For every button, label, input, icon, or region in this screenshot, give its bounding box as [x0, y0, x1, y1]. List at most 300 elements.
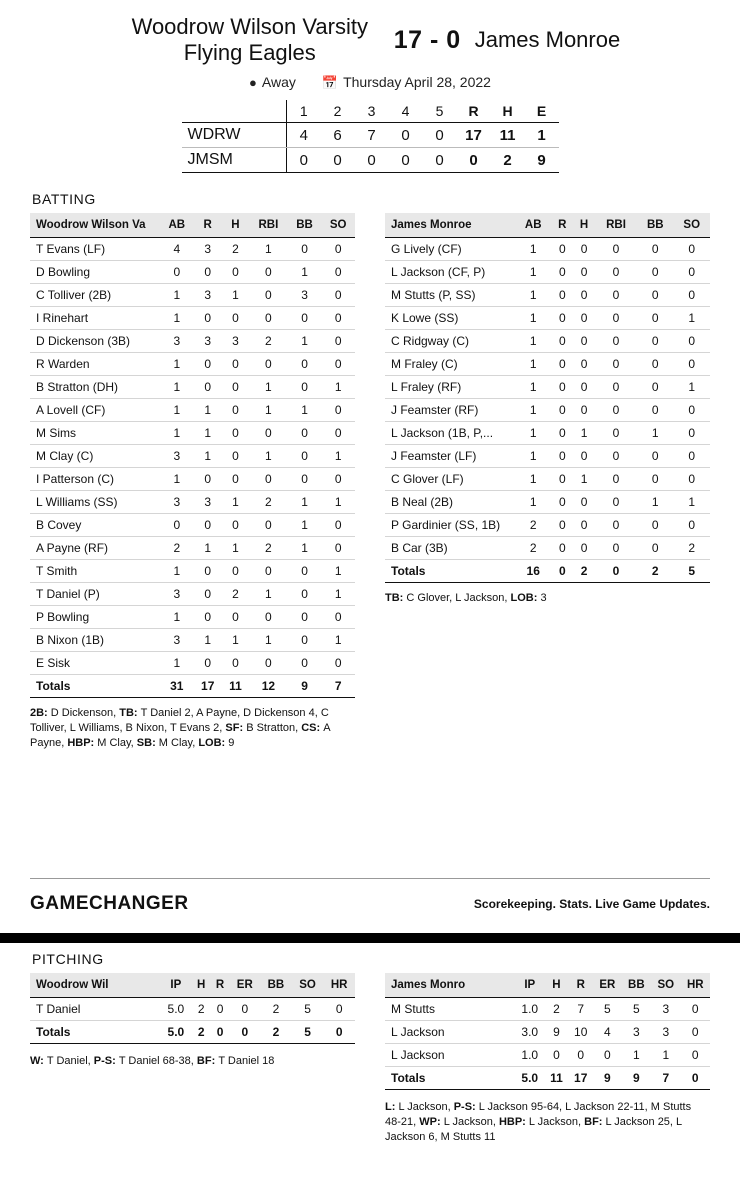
stat-cell: 0: [673, 261, 710, 284]
stat-cell: 1: [222, 629, 249, 652]
totals-cell: 11: [545, 1067, 569, 1090]
totals-row: [30, 1021, 355, 1044]
col-r: R: [568, 973, 593, 998]
stat-cell: 0: [321, 422, 355, 445]
pitching-home-table: [385, 973, 710, 1090]
totals-cell: 0: [681, 1067, 710, 1090]
stat-cell: 0: [573, 537, 595, 560]
pitching-away-notes: [30, 1044, 355, 1069]
batting-home-table: [385, 213, 710, 583]
stat-cell: 0: [194, 353, 222, 376]
stat-cell: 1: [651, 1044, 680, 1067]
stat-cell: 0: [249, 514, 288, 537]
stat-cell: 0: [288, 629, 322, 652]
player-name: C Tolliver (2B): [30, 284, 160, 307]
table-row: [385, 468, 710, 491]
stat-cell: 0: [595, 399, 637, 422]
stat-cell: 0: [637, 330, 673, 353]
stat-cell: 0: [573, 514, 595, 537]
totals-cell: 9: [288, 675, 322, 698]
stat-cell: 0: [551, 422, 573, 445]
stat-cell: 1: [194, 422, 222, 445]
col-bb: BB: [260, 973, 292, 998]
note-text: M Clay,: [158, 737, 199, 749]
table-row: [385, 261, 710, 284]
table-row: [385, 284, 710, 307]
stat-cell: 1: [515, 491, 551, 514]
linescore-inning: 6: [321, 123, 355, 148]
stat-cell: 0: [673, 422, 710, 445]
note-label: BF:: [584, 1116, 606, 1128]
linescore-wrap: [0, 100, 740, 183]
batting-home-body: [385, 238, 710, 583]
stat-cell: 2: [515, 537, 551, 560]
stat-cell: 1: [515, 399, 551, 422]
totals-cell: 11: [222, 675, 249, 698]
stat-cell: 0: [681, 1044, 710, 1067]
totals-label: Totals: [385, 560, 515, 583]
stat-cell: 0: [573, 353, 595, 376]
stat-cell: 1: [515, 445, 551, 468]
stat-cell: 0: [595, 491, 637, 514]
stat-cell: 0: [637, 399, 673, 422]
stat-cell: 0: [321, 261, 355, 284]
stat-cell: 0: [673, 445, 710, 468]
stat-cell: 2: [260, 998, 292, 1021]
note-text: M Clay,: [97, 737, 137, 749]
stat-cell: 1: [288, 330, 322, 353]
stat-cell: 1: [573, 468, 595, 491]
stat-cell: 0: [551, 238, 573, 261]
stat-cell: 3: [160, 629, 194, 652]
linescore-errors: 9: [525, 148, 559, 173]
totals-label: Totals: [30, 675, 160, 698]
pitching-home-header-row: [385, 973, 710, 998]
pitching-away-column: [30, 973, 355, 1145]
stat-cell: 1: [622, 1044, 651, 1067]
stat-cell: 0: [321, 238, 355, 261]
stat-cell: 5: [622, 998, 651, 1021]
stat-cell: 0: [194, 606, 222, 629]
note-label: HBP:: [498, 1116, 529, 1128]
stat-cell: 1: [321, 491, 355, 514]
page-separator: [0, 933, 740, 943]
batting-home-team-header: James Monroe: [385, 213, 515, 238]
stat-cell: 1.0: [515, 998, 545, 1021]
col-ip: IP: [160, 973, 192, 998]
stat-cell: 1: [160, 606, 194, 629]
table-row: [385, 330, 710, 353]
totals-cell: 5.0: [160, 1021, 192, 1044]
player-name: D Bowling: [30, 261, 160, 284]
table-row: [385, 422, 710, 445]
stat-cell: 0: [321, 307, 355, 330]
stat-cell: 0: [222, 353, 249, 376]
player-name: M Sims: [30, 422, 160, 445]
stat-cell: 1: [194, 399, 222, 422]
stat-cell: 0: [229, 998, 260, 1021]
stat-cell: 1: [160, 560, 194, 583]
pitching-away-table: [30, 973, 355, 1044]
totals-cell: 0: [595, 560, 637, 583]
stat-cell: 0: [249, 307, 288, 330]
linescore-inning: 4: [287, 123, 321, 148]
stat-cell: 1: [160, 307, 194, 330]
stat-cell: 1: [249, 445, 288, 468]
pitching-home-team-header: James Monro: [385, 973, 515, 998]
stat-cell: 1: [160, 468, 194, 491]
player-name: C Glover (LF): [385, 468, 515, 491]
scoreline: [0, 0, 740, 68]
stat-cell: 1: [249, 583, 288, 606]
stat-cell: 3.0: [515, 1021, 545, 1044]
player-name: M Stutts (P, SS): [385, 284, 515, 307]
totals-cell: 9: [622, 1067, 651, 1090]
stat-cell: 3: [194, 238, 222, 261]
table-row: [30, 422, 355, 445]
stat-cell: 0: [573, 330, 595, 353]
stat-cell: 0: [551, 307, 573, 330]
totals-cell: 17: [568, 1067, 593, 1090]
linescore-col-5: 5: [423, 100, 457, 123]
note-text: T Daniel 68-38,: [118, 1055, 197, 1067]
stat-cell: 3: [194, 330, 222, 353]
note-text: L Jackson,: [398, 1101, 454, 1113]
col-ab: AB: [515, 213, 551, 238]
stat-cell: 0: [222, 652, 249, 675]
totals-cell: 16: [515, 560, 551, 583]
col-h: H: [222, 213, 249, 238]
stat-cell: 0: [637, 353, 673, 376]
stat-cell: 0: [249, 261, 288, 284]
table-row: [30, 238, 355, 261]
table-row: [30, 583, 355, 606]
player-name: G Lively (CF): [385, 238, 515, 261]
totals-row: [30, 675, 355, 698]
stat-cell: 10: [568, 1021, 593, 1044]
linescore-row: [182, 123, 559, 148]
stat-cell: 0: [288, 468, 322, 491]
batting-away-column: [30, 213, 355, 751]
note-label: HBP:: [67, 737, 98, 749]
player-name: L Jackson (1B, P,...: [385, 422, 515, 445]
table-row: [30, 491, 355, 514]
player-name: L Jackson: [385, 1021, 515, 1044]
stat-cell: 0: [551, 514, 573, 537]
stat-cell: 0: [637, 376, 673, 399]
stat-cell: 0: [321, 284, 355, 307]
table-row: [385, 537, 710, 560]
stat-cell: 0: [551, 537, 573, 560]
table-row: [30, 261, 355, 284]
stat-cell: 0: [673, 468, 710, 491]
batting-home-header-row: [385, 213, 710, 238]
player-name: L Fraley (RF): [385, 376, 515, 399]
stat-cell: 1: [515, 330, 551, 353]
stat-cell: 3: [194, 284, 222, 307]
stat-cell: 0: [222, 399, 249, 422]
pitching-home-notes: [385, 1090, 710, 1145]
stat-cell: 0: [288, 422, 322, 445]
stat-cell: 0: [194, 307, 222, 330]
linescore-inning: 7: [355, 123, 389, 148]
totals-row: [385, 560, 710, 583]
note-text: L Jackson 95-64, L Jackson 22-11, M Stutts 48-21,: [385, 1101, 692, 1128]
table-row: [30, 514, 355, 537]
player-name: L Jackson: [385, 1044, 515, 1067]
totals-cell: 2: [260, 1021, 292, 1044]
pitching-away-header-row: [30, 973, 355, 998]
linescore-inning: 0: [389, 148, 423, 173]
stat-cell: 0: [194, 468, 222, 491]
stat-cell: 0: [249, 560, 288, 583]
stat-cell: 0: [673, 353, 710, 376]
player-name: I Rinehart: [30, 307, 160, 330]
table-row: [385, 399, 710, 422]
stat-cell: 1: [321, 445, 355, 468]
table-row: [385, 1021, 710, 1044]
stat-cell: 0: [595, 284, 637, 307]
stat-cell: 5: [593, 998, 622, 1021]
stat-cell: 1: [515, 238, 551, 261]
pitching-columns: [0, 973, 740, 1145]
linescore-col-1: 1: [287, 100, 321, 123]
linescore-hits: 11: [491, 123, 525, 148]
linescore-inning: 0: [321, 148, 355, 173]
stat-cell: 0: [551, 284, 573, 307]
stat-cell: 1: [321, 629, 355, 652]
stat-cell: 0: [288, 560, 322, 583]
stat-cell: 0: [222, 261, 249, 284]
stat-cell: 1: [249, 238, 288, 261]
stat-cell: 0: [573, 491, 595, 514]
player-name: A Lovell (CF): [30, 399, 160, 422]
linescore-col-e: E: [525, 100, 559, 123]
linescore-hits: 2: [491, 148, 525, 173]
stat-cell: 5: [292, 998, 324, 1021]
stat-cell: 0: [595, 261, 637, 284]
stat-cell: 0: [288, 353, 322, 376]
stat-cell: 0: [593, 1044, 622, 1067]
player-name: J Feamster (LF): [385, 445, 515, 468]
note-text: T Daniel 18: [218, 1055, 275, 1067]
stat-cell: 0: [194, 560, 222, 583]
table-row: [30, 376, 355, 399]
stat-cell: 0: [194, 261, 222, 284]
stat-cell: 0: [595, 445, 637, 468]
player-name: I Patterson (C): [30, 468, 160, 491]
stat-cell: 0: [551, 330, 573, 353]
stat-cell: 0: [637, 445, 673, 468]
table-row: [30, 284, 355, 307]
stat-cell: 0: [321, 399, 355, 422]
batting-home-notes: [385, 583, 710, 606]
table-row: [30, 537, 355, 560]
player-name: K Lowe (SS): [385, 307, 515, 330]
totals-cell: 0: [323, 1021, 355, 1044]
stat-cell: 0: [595, 376, 637, 399]
stat-cell: 0: [551, 445, 573, 468]
stat-cell: 1: [194, 537, 222, 560]
location-pin-icon: ●︎: [249, 74, 257, 90]
stat-cell: 0: [573, 399, 595, 422]
totals-cell: 7: [321, 675, 355, 698]
stat-cell: 0: [551, 353, 573, 376]
stat-cell: 0: [288, 652, 322, 675]
col-rbi: RBI: [595, 213, 637, 238]
stat-cell: 0: [573, 238, 595, 261]
scorebook-page-bottom: [0, 943, 740, 1200]
stat-cell: 1: [194, 445, 222, 468]
location-label: Away: [261, 74, 296, 90]
linescore-row: [182, 148, 559, 173]
stat-cell: 1: [515, 376, 551, 399]
player-name: T Daniel: [30, 998, 160, 1021]
stat-cell: 0: [568, 1044, 593, 1067]
note-label: P-S:: [93, 1055, 119, 1067]
stat-cell: 0: [681, 1021, 710, 1044]
stat-cell: 0: [595, 422, 637, 445]
totals-cell: 0: [229, 1021, 260, 1044]
brand-logo: GAMECHANGER: [30, 893, 189, 914]
batting-section-title: BATTING: [32, 191, 96, 207]
stat-cell: 4: [593, 1021, 622, 1044]
table-row: [385, 1044, 710, 1067]
stat-cell: 1: [673, 376, 710, 399]
player-name: J Feamster (RF): [385, 399, 515, 422]
player-name: M Clay (C): [30, 445, 160, 468]
table-row: [30, 307, 355, 330]
note-text: L Jackson 25, L Jackson 6, M Stutts 11: [385, 1116, 682, 1143]
stat-cell: 1: [160, 353, 194, 376]
stat-cell: 2: [249, 330, 288, 353]
stat-cell: 1: [160, 376, 194, 399]
note-label: W:: [30, 1055, 47, 1067]
player-name: D Dickenson (3B): [30, 330, 160, 353]
stat-cell: 0: [595, 307, 637, 330]
linescore-inning: 0: [355, 148, 389, 173]
pitching-home-column: [385, 973, 710, 1145]
linescore-errors: 1: [525, 123, 559, 148]
stat-cell: 1: [249, 376, 288, 399]
player-name: B Neal (2B): [385, 491, 515, 514]
stat-cell: 1: [288, 399, 322, 422]
col-er: ER: [593, 973, 622, 998]
stat-cell: 1: [515, 468, 551, 491]
table-row: [385, 238, 710, 261]
table-row: [30, 330, 355, 353]
brand-tagline: Scorekeeping. Stats. Live Game Updates.: [473, 897, 710, 911]
away-team-name: Woodrow Wilson Varsity Flying Eagles: [131, 14, 368, 65]
linescore-inning: 0: [423, 123, 457, 148]
note-label: BF:: [196, 1055, 219, 1067]
stat-cell: 0: [160, 261, 194, 284]
stat-cell: 0: [222, 422, 249, 445]
stat-cell: 1: [673, 307, 710, 330]
batting-home-column: [385, 213, 710, 751]
stat-cell: 0: [288, 606, 322, 629]
stat-cell: 2: [249, 537, 288, 560]
player-name: M Stutts: [385, 998, 515, 1021]
page-footer: [0, 878, 740, 915]
col-rbi: RBI: [249, 213, 288, 238]
final-score: 17 - 0: [393, 25, 461, 54]
stat-cell: 0: [595, 330, 637, 353]
stat-cell: 1: [673, 491, 710, 514]
stat-cell: 1: [288, 261, 322, 284]
player-name: L Jackson (CF, P): [385, 261, 515, 284]
stat-cell: 0: [681, 998, 710, 1021]
stat-cell: 0: [321, 606, 355, 629]
linescore-inning: 0: [423, 148, 457, 173]
stat-cell: 0: [321, 468, 355, 491]
stat-cell: 0: [321, 330, 355, 353]
note-text: T Daniel 2, A Payne, D Dickenson 4, C Tolliver, L Williams, B Nixon, T Evans 2,: [30, 707, 329, 734]
stat-cell: 1: [288, 537, 322, 560]
col-hr: HR: [323, 973, 355, 998]
stat-cell: 1: [515, 261, 551, 284]
stat-cell: 7: [568, 998, 593, 1021]
player-name: B Nixon (1B): [30, 629, 160, 652]
stat-cell: 1: [515, 422, 551, 445]
stat-cell: 0: [160, 514, 194, 537]
calendar-icon: 📅: [321, 74, 339, 90]
note-text: D Dickenson,: [50, 707, 120, 719]
stat-cell: 0: [321, 537, 355, 560]
stat-cell: 0: [194, 514, 222, 537]
totals-cell: 2: [192, 1021, 211, 1044]
player-name: C Ridgway (C): [385, 330, 515, 353]
stat-cell: 0: [249, 606, 288, 629]
col-ip: IP: [515, 973, 545, 998]
table-row: [30, 468, 355, 491]
stat-cell: 1: [637, 491, 673, 514]
player-name: P Gardinier (SS, 1B): [385, 514, 515, 537]
pitching-home-body: [385, 998, 710, 1090]
note-label: L:: [385, 1101, 399, 1113]
stat-cell: 0: [288, 445, 322, 468]
col-so: SO: [651, 973, 680, 998]
stat-cell: 1: [515, 284, 551, 307]
stat-cell: 0: [249, 422, 288, 445]
stat-cell: 1: [321, 560, 355, 583]
table-row: [30, 606, 355, 629]
table-row: [30, 399, 355, 422]
stat-cell: 1: [288, 514, 322, 537]
stat-cell: 0: [288, 583, 322, 606]
stat-cell: 0: [595, 514, 637, 537]
stat-cell: 3: [651, 998, 680, 1021]
stat-cell: 0: [595, 468, 637, 491]
stat-cell: 0: [573, 284, 595, 307]
stat-cell: 1: [321, 376, 355, 399]
stat-cell: 1: [194, 629, 222, 652]
table-row: [385, 353, 710, 376]
stat-cell: 0: [673, 399, 710, 422]
stat-cell: 0: [637, 514, 673, 537]
note-label: P-S:: [453, 1101, 479, 1113]
stat-cell: 0: [323, 998, 355, 1021]
pitching-away-team-header: Woodrow Wil: [30, 973, 160, 998]
linescore-team: WDRW: [182, 123, 287, 148]
linescore-inning: 0: [287, 148, 321, 173]
stat-cell: 0: [288, 238, 322, 261]
player-name: T Evans (LF): [30, 238, 160, 261]
stat-cell: 3: [160, 583, 194, 606]
stat-cell: 3: [222, 330, 249, 353]
stat-cell: 0: [551, 491, 573, 514]
table-row: [30, 652, 355, 675]
